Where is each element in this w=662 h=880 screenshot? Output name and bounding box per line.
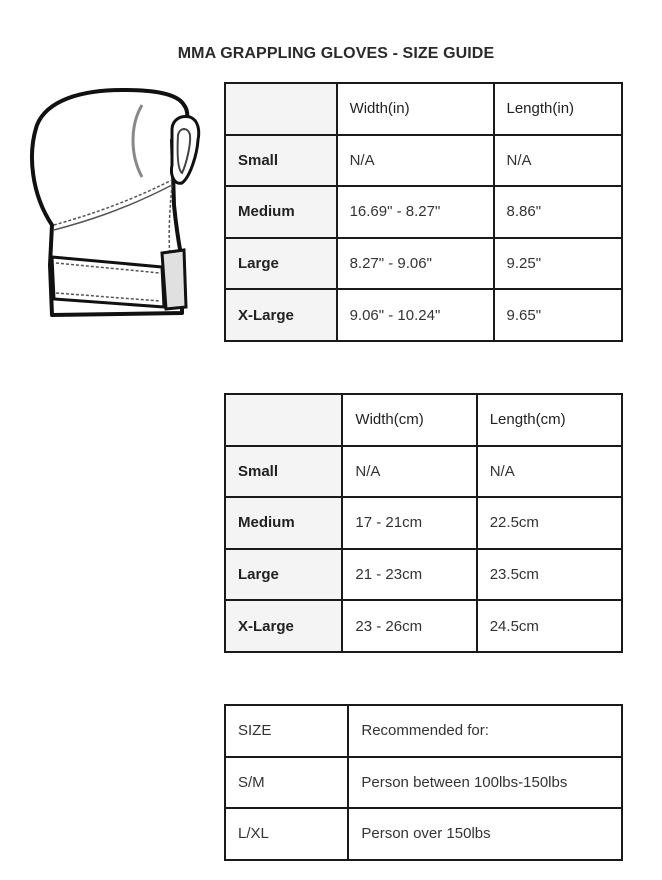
width-cell: 9.06" - 10.24" [337,289,494,341]
length-cell: 22.5cm [477,497,622,549]
table-row [225,446,622,498]
corner-cell [225,83,337,135]
length-cell: 9.25" [494,238,623,290]
column-header-length: Length(in) [494,83,623,135]
corner-cell [225,394,342,446]
recommendation-cell: Person over 150lbs [348,808,622,860]
inches-size-table [224,82,623,342]
row-header: Small [225,446,342,498]
row-header: X-Large [225,600,342,652]
table-header-row [225,705,622,757]
table-row [225,186,622,238]
column-header-length: Length(cm) [477,394,622,446]
column-header-width: Width(cm) [342,394,476,446]
table-row [225,135,622,187]
row-header: Small [225,135,337,187]
boxing-glove-icon [22,85,218,325]
table-row [225,238,622,290]
column-header-recommended: Recommended for: [348,705,622,757]
row-header: Large [225,238,337,290]
table-header-row [225,83,622,135]
recommendation-cell: Person between 100lbs-150lbs [348,757,622,809]
width-cell: 17 - 21cm [342,497,476,549]
length-cell: 8.86" [494,186,623,238]
table-row [225,757,622,809]
column-header-width: Width(in) [337,83,494,135]
table-row [225,600,622,652]
width-cell: N/A [342,446,476,498]
table-row [225,497,622,549]
length-cell: 23.5cm [477,549,622,601]
recommendation-table [224,704,623,861]
table-row [225,549,622,601]
width-cell: 23 - 26cm [342,600,476,652]
row-header: Large [225,549,342,601]
length-cell: N/A [477,446,622,498]
length-cell: 24.5cm [477,600,622,652]
page-title: MMA GRAPPLING GLOVES - SIZE GUIDE [177,45,495,62]
column-header-size: SIZE [225,705,348,757]
width-cell: N/A [337,135,494,187]
width-cell: 8.27" - 9.06" [337,238,494,290]
cm-size-table [224,393,623,653]
row-header: X-Large [225,289,337,341]
width-cell: 21 - 23cm [342,549,476,601]
length-cell: N/A [494,135,623,187]
table-row [225,808,622,860]
length-cell: 9.65" [494,289,623,341]
table-row [225,289,622,341]
row-header: Medium [225,186,337,238]
table-header-row [225,394,622,446]
size-cell: L/XL [225,808,348,860]
row-header: Medium [225,497,342,549]
size-cell: S/M [225,757,348,809]
width-cell: 16.69" - 8.27" [337,186,494,238]
